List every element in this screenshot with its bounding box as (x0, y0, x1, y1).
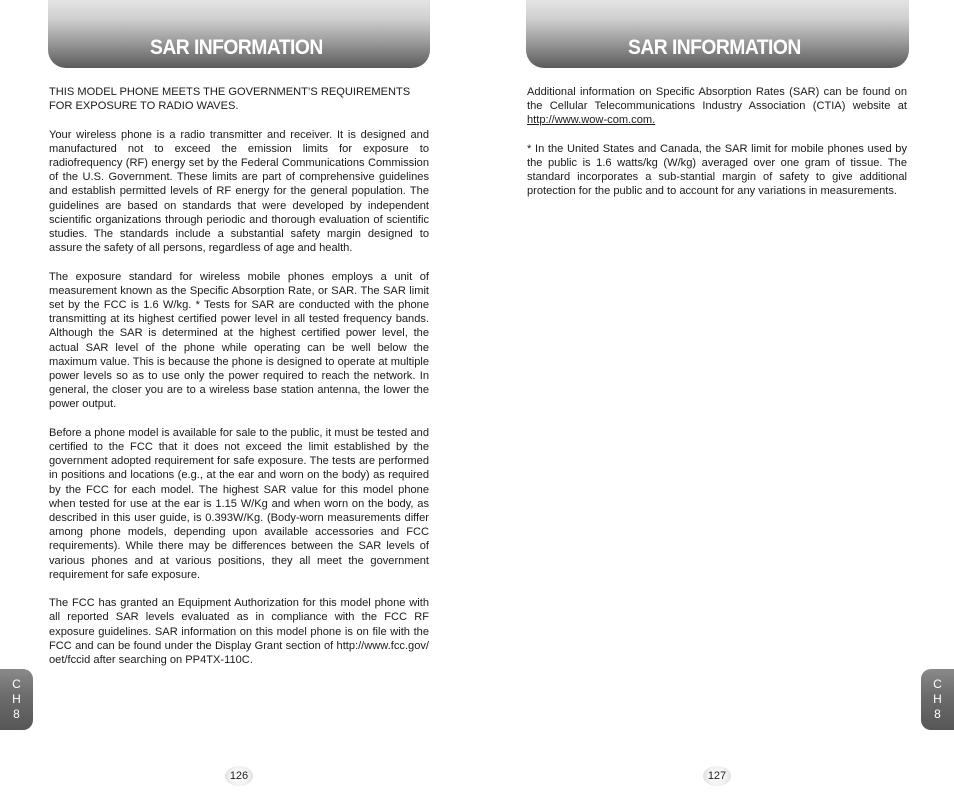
page-number-badge (225, 766, 253, 786)
body-text (527, 85, 907, 213)
chapter-number: 8 (13, 707, 20, 721)
chapter-tab (921, 669, 954, 730)
ctia-website-link[interactable]: http://www.wow-com.com. (527, 114, 656, 127)
chapter-letter: C (933, 677, 942, 691)
chapter-tab (0, 669, 33, 730)
page-header (526, 0, 909, 68)
page-number: 126 (229, 770, 249, 782)
paragraph: Your wireless phone is a radio transmitter and receiver. It is designed and manufactured not to exceed the emission limits for exposure to radiofrequency (RF) energy set by the Federal Communications Commission of the U.S. Government. These limits are part of comprehensive guidelines and establish permitted levels of RF energy for the general population. The guidelines are based on standards that were developed by independent scientific organizations through periodic and thorough evaluation of scientific studies. The standards include a substantial safety margin designed to assure the safety of all persons, regardless of age and health. (49, 128, 429, 255)
paragraph (527, 85, 907, 128)
paragraph: Before a phone model is available for sale to the public, it must be tested and certified to the FCC that it does not exceed the limit established by the government adopted requirement for safe exposure. The tests are performed in positions and locations (e.g., at the ear and worn on the body) as required by the FCC for each model. The highest SAR value for this model phone when tested for use at the ear is 1.15 W/Kg and when worn on the body, as described in this user guide, is 0.393W/Kg. (Body-worn measurements differ among phone models, depending upon available accessories and FCC requirements). While there may be differences between the SAR levels of various phones and at various positions, they all meet the government requirement for safe exposure. (49, 426, 429, 581)
page-title: SAR INFORMATION (150, 36, 323, 59)
paragraph: The FCC has granted an Equipment Authorization for this model phone with all reported SAR levels evaluated as in compliance with the FCC RF exposure guidelines. SAR information on this model phone is on file with the FCC and can be found under the Display Grant section of http://www.fcc.gov/ oet/fccid after searching on PP4TX-110C. (49, 597, 429, 667)
chapter-letter: C (12, 677, 21, 691)
page-number: 127 (707, 770, 727, 782)
footnote: * In the United States and Canada, the SAR limit for mobile phones used by the public is 1.6 watts/kg (W/kg) averaged over one gram of tissue. The standard incorporates a sub-stantial margin of safety to give additional protection for the public and to account for any variations in measurements. (527, 142, 907, 198)
chapter-number: 8 (934, 707, 941, 721)
page-title: SAR INFORMATION (628, 36, 801, 59)
page-number-badge (703, 766, 731, 786)
page-header (48, 0, 430, 68)
chapter-letter: H (933, 692, 942, 706)
intro-statement: THIS MODEL PHONE MEETS THE GOVERNMENT’S REQUIREMENTS FOR EXPOSURE TO RADIO WAVES. (49, 86, 411, 113)
right-page (477, 0, 954, 811)
chapter-letter: H (12, 692, 21, 706)
paragraph: The exposure standard for wireless mobile phones employs a unit of measurement known as the Specific Absorption Rate, or SAR. The SAR limit set by the FCC is 1.6 W/kg. * Tests for SAR are conducted with the phone transmitting at its highest certified power level in all tested frequency bands. Although the SAR is determined at the highest certified power level, the actual SAR level of the phone while operating can be well below the maximum value. This is because the phone is designed to operate at multiple power levels so as to use only the power required to reach the network. In general, the closer you are to a wireless base station antenna, the lower the power output. (49, 270, 429, 411)
intro-text: Additional information on Specific Absorption Rates (SAR) can be found on the Cellular Telecommunications Industry Association (CTIA) website at (527, 86, 907, 113)
body-text (49, 85, 429, 681)
